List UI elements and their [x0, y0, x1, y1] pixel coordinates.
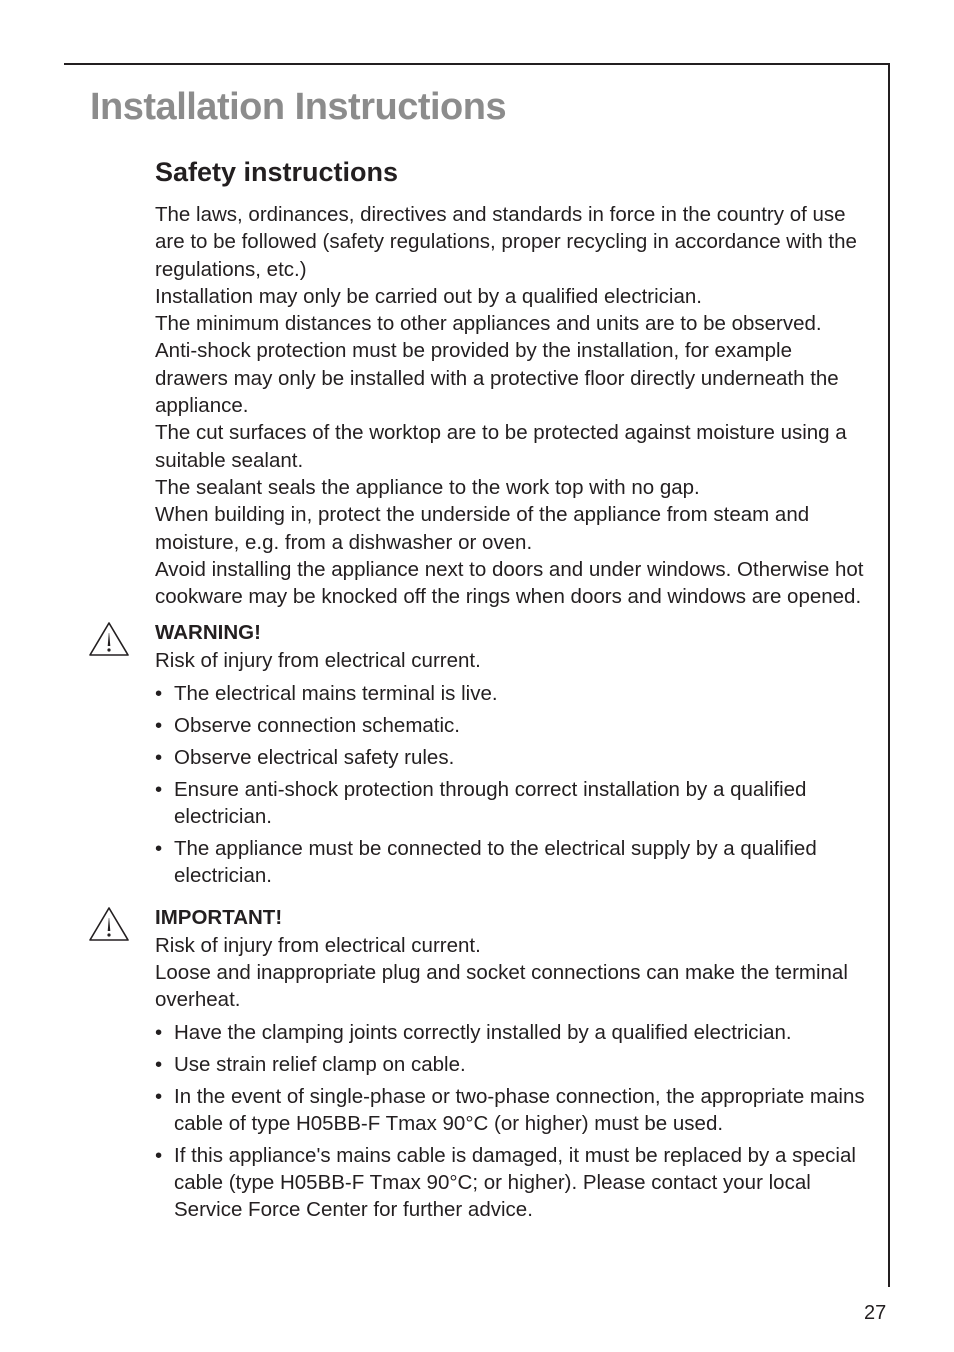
- paragraph: The laws, ordinances, directives and standards in force in the country of use are to be followed (safety regulations, proper recycling in accordance with the regulations, etc.): [155, 203, 857, 281]
- list-item-text: In the event of single-phase or two-phase connection, the appropriate mains cable of type H05BB-F Tmax 90°C (or higher) must be used.: [174, 1084, 865, 1135]
- important-heading: IMPORTANT!: [155, 905, 283, 929]
- list-item: [155, 835, 867, 889]
- warning-bullet-list: [155, 680, 867, 889]
- important-bullet-list: [155, 1019, 867, 1223]
- list-item: [155, 776, 867, 830]
- bullet-glyph: •: [155, 1084, 163, 1108]
- list-item: [155, 1142, 867, 1223]
- list-item: [155, 1019, 867, 1046]
- paragraph: The sealant seals the appliance to the work top with no gap.: [155, 475, 700, 499]
- warning-line: Risk of injury from electrical current.: [155, 649, 481, 673]
- list-item: [155, 1083, 867, 1137]
- list-item-text: Observe connection schematic.: [174, 713, 460, 737]
- paragraph: Avoid installing the appliance next to doors and under windows. Otherwise hot cookware may be knocked off the rings when doors and windows are opened.: [155, 557, 864, 609]
- important-line: Risk of injury from electrical current.: [155, 933, 481, 957]
- bullet-glyph: •: [155, 745, 163, 769]
- important-line: Loose and inappropriate plug and socket connections can make the terminal overheat.: [155, 961, 848, 1012]
- list-item: [155, 680, 867, 707]
- bullet-glyph: •: [155, 1052, 163, 1076]
- list-item: [155, 744, 867, 771]
- paragraph: Anti-shock protection must be provided by the installation, for example drawers may only be installed with a protective floor directly underneath the appliance.: [155, 339, 839, 418]
- list-item-text: If this appliance's mains cable is damaged, it must be replaced by a special cable (type H05BB-F Tmax 90°C; or higher). Please contact your local Service Force Center for further advice.: [174, 1143, 856, 1221]
- paragraph: The cut surfaces of the worktop are to be protected against moisture using a suitable sealant.: [155, 421, 847, 472]
- paragraph: The minimum distances to other appliances and units are to be observed.: [155, 312, 822, 336]
- paragraph: Installation may only be carried out by a qualified electrician.: [155, 284, 702, 308]
- list-item: [155, 1051, 867, 1078]
- warning-heading: WARNING!: [155, 621, 261, 645]
- right-margin-rule: [888, 63, 890, 1287]
- warning-block: [155, 619, 867, 888]
- warning-triangle-icon: [88, 906, 130, 942]
- bullet-glyph: •: [155, 836, 163, 860]
- bullet-glyph: •: [155, 713, 163, 737]
- page-number: 27: [864, 1302, 887, 1324]
- list-item-text: The appliance must be connected to the electrical supply by a qualified electrician.: [174, 836, 817, 887]
- list-item-text: Observe electrical safety rules.: [174, 745, 455, 769]
- list-item: [155, 712, 867, 739]
- paragraph: When building in, protect the underside of the appliance from steam and moisture, e.g. from a dishwasher or oven.: [155, 503, 810, 554]
- important-block: [155, 904, 867, 1223]
- warning-triangle-icon: [88, 621, 130, 657]
- bullet-glyph: •: [155, 681, 163, 705]
- safety-paragraphs: [155, 201, 867, 610]
- top-rule: [64, 63, 890, 65]
- section-title: Safety instructions: [155, 157, 399, 187]
- list-item-text: Use strain relief clamp on cable.: [174, 1052, 466, 1076]
- list-item-text: Have the clamping joints correctly installed by a qualified electrician.: [174, 1020, 792, 1044]
- bullet-glyph: •: [155, 777, 163, 801]
- page-title: Installation Instructions: [90, 86, 507, 128]
- list-item-text: Ensure anti-shock protection through correct installation by a qualified electrician.: [174, 777, 807, 828]
- content-column: [155, 152, 867, 1223]
- bullet-glyph: •: [155, 1020, 163, 1044]
- list-item-text: The electrical mains terminal is live.: [174, 681, 498, 705]
- bullet-glyph: •: [155, 1143, 163, 1167]
